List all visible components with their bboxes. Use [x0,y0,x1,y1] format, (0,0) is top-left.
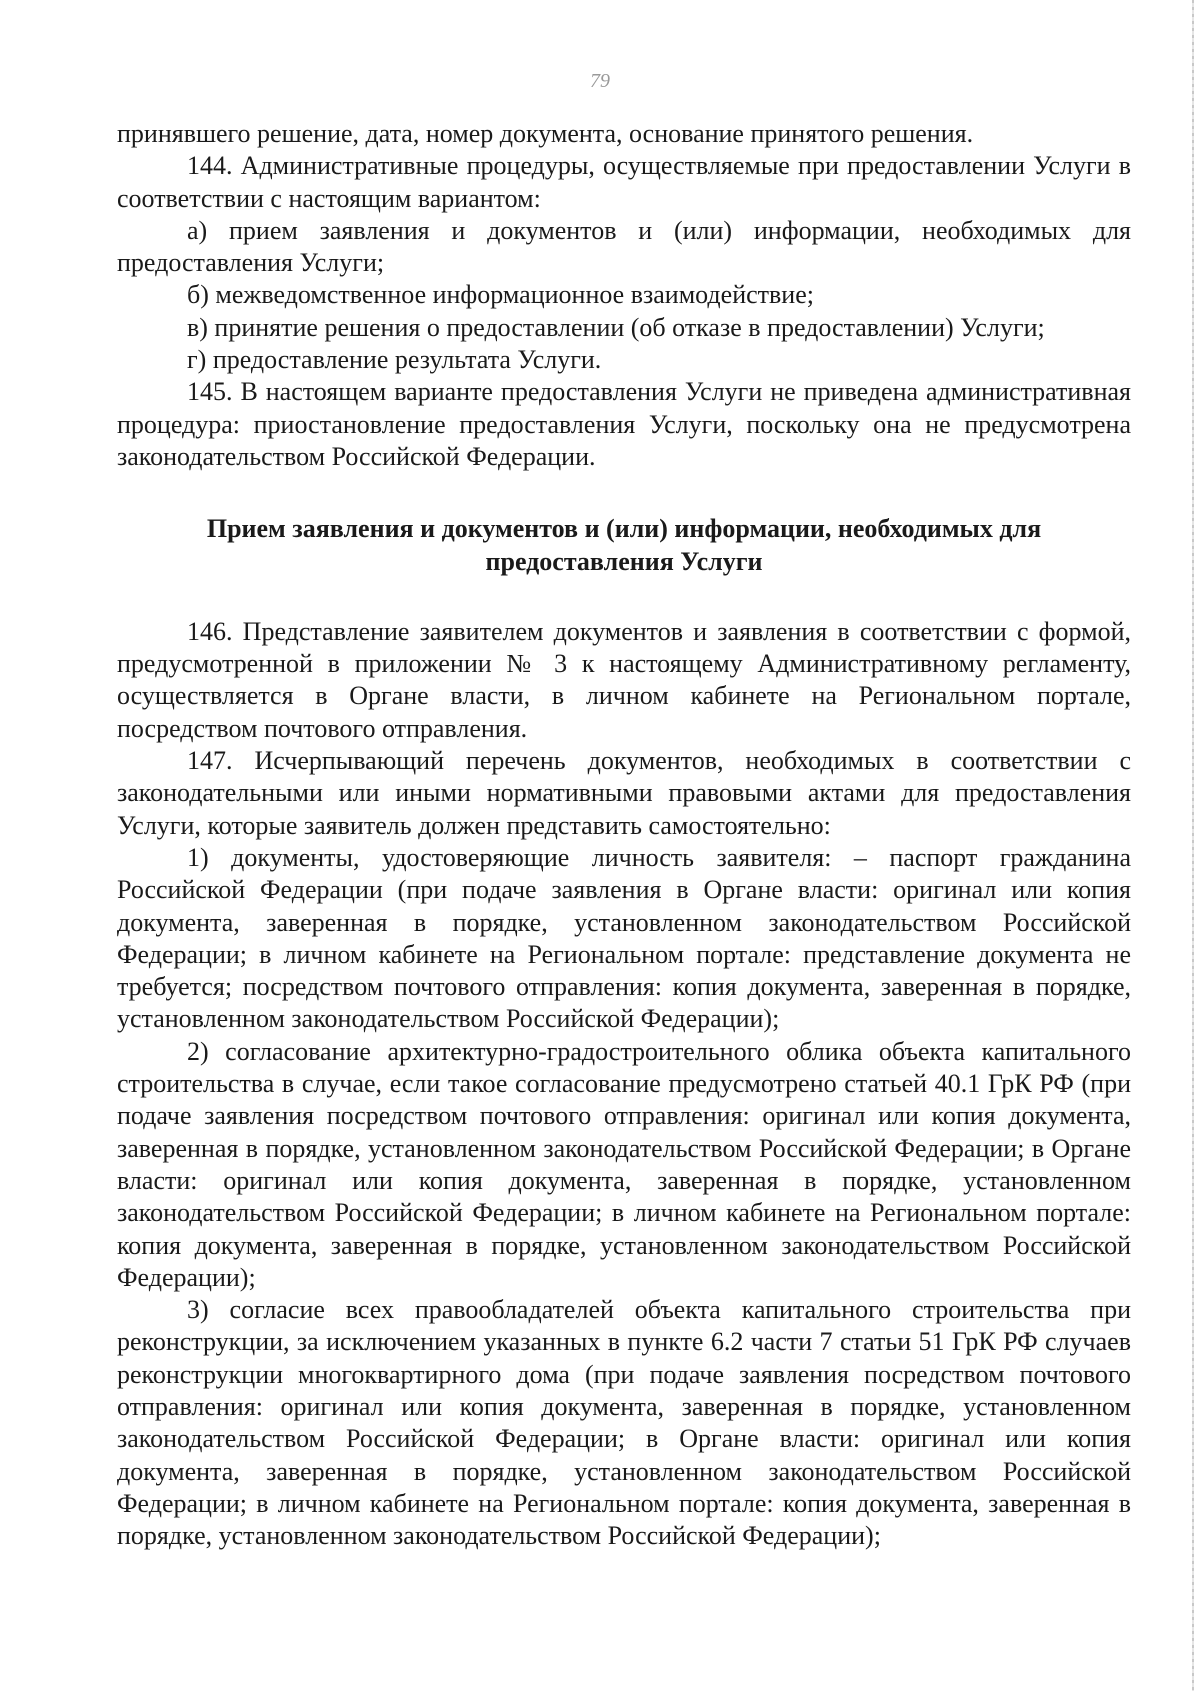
paragraph-145: 145. В настоящем варианте предоставления Услуги не приведена административная процедура: приостановление предоставления Услуги, поскольку она не предусмотрена законодательством Российской Федерации. [117,377,1131,471]
list-item-b: б) межведомственное информационное взаимодействие; [187,280,814,310]
section-heading: Прием заявления и документов и (или) информации, необходимых для предоставления Услуги [206,514,1042,576]
list-item-3: 3) согласие всех правообладателей объекта капитального строительства при реконструкции, за исключением указанных в пункте 6.2 части 7 статьи 51 ГрК РФ случаев реконструкции многоквартирного дома (при подаче заявления посредством почтового отправления: оригинал или копия документа, заверенная в порядке, установленном законодательством Российской Федерации; в Органе власти: оригинал или копия документа, заверенная в порядке, установленном законодательством Российской Федерации; в личном кабинете на Региональном портале: копия документа, заверенная в порядке, установленном законодательством Российской Федерации); [117,1295,1131,1551]
list-item-a: а) прием заявления и документов и (или) информации, необходимых для предоставления Услуги; [117,215,1131,278]
paragraph-147: 147. Исчерпывающий перечень документов, необходимых в соответствии с законодательными или иными нормативными правовыми актами для предоставления Услуги, которые заявитель должен представить самостоятельно: [117,746,1131,840]
paragraph-continuation: принявшего решение, дата, номер документа, основание принятого решения. [117,119,974,148]
list-item-v: в) принятие решения о предоставлении (об отказе в предоставлении) Услуги; [187,312,1045,342]
list-item-g: г) предоставление результата Услуги. [187,345,602,375]
list-item-1: 1) документы, удостоверяющие личность заявителя: – паспорт гражданина Российской Федерации (при подаче заявления в Органе власти: оригинал или копия документа, заверенная в порядке, установленном законодательством Российской Федерации; в личном кабинете на Региональном портале: представление документа не требуется; посредством почтового отправления: копия документа, заверенная в порядке, установленном законодательством Российской Федерации); [117,842,1131,1034]
scan-edge-divider [1192,0,1194,1691]
page-number: 79 [590,70,610,92]
paragraph-144: 144. Административные процедуры, осуществляемые при предоставлении Услуги в соответствии с настоящим вариантом: [117,151,1131,213]
document-body [117,118,1131,1552]
paragraph-146: 146. Представление заявителем документов и заявления в соответствии с формой, предусмотренной в приложении № 3 к настоящему Административному регламенту, осуществляется в Органе власти, в личном кабинете на Региональном портале, посредством почтового отправления. [117,616,1131,743]
list-item-2: 2) согласование архитектурно-градостроительного облика объекта капитального строительства в случае, если такое согласование предусмотрено статьей 40.1 ГрК РФ (при подаче заявления посредством почтового отправления: оригинал или копия документа, заверенная в порядке, установленном законодательством Российской Федерации; в Органе власти: оригинал или копия документа, заверенная в порядке, установленном законодательством Российской Федерации; в личном кабинете на Региональном портале: копия документа, заверенная в порядке, установленном законодательством Российской Федерации); [117,1036,1131,1292]
